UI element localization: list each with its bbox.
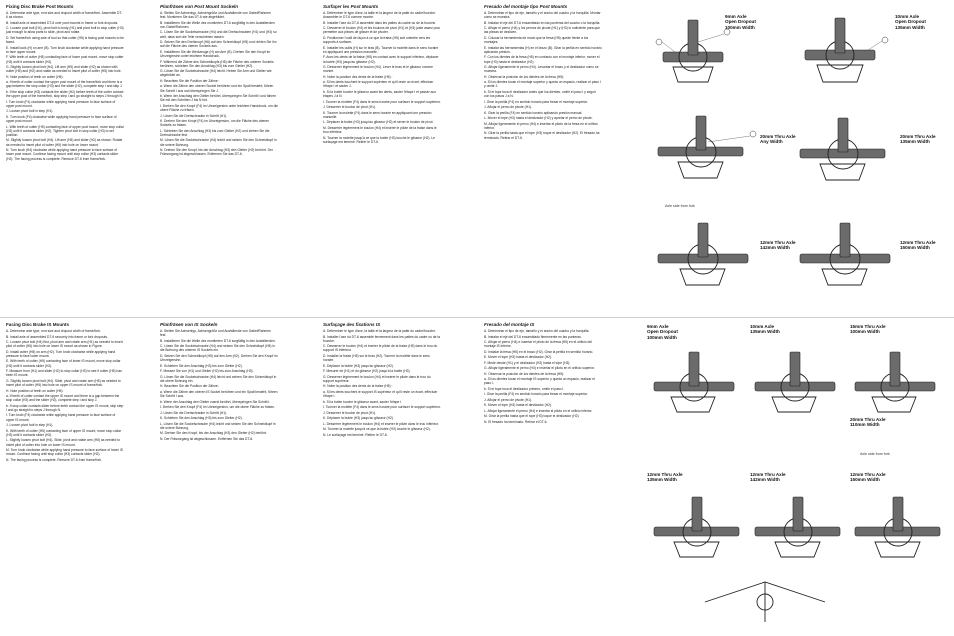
step: G. Desserrer légèrement le boulon (H4). Lever le bras et le glisseur comme montré. xyxy=(323,65,433,74)
step: B. Install axle of assembled DT-6 securely into frame or fork dropouts. xyxy=(6,334,108,339)
step: M. Aflojar ligeramente el perno (H4) e insertar el piloto de la fresa en el orificio inferior. xyxy=(484,121,598,130)
step: B. Installer l'axe du DT-6 assemblé fermement dans les pattes du cadre ou de la fourche. xyxy=(323,334,440,343)
step: L. Aflojar ligeramente el perno (H4) e insertar el piloto en el orificio inferior. xyxy=(484,408,593,413)
step: J. Aflojar el perno de pivote (H1). xyxy=(484,105,533,110)
step: K. Turn knob (F4) clockwise while applying hand pressure to face surface of upper post mount. xyxy=(6,114,117,124)
step: E. Mover el tope (H3) hasta el deslizador (H2). xyxy=(484,355,552,360)
step: I. Tourner la molette (F4) dans le sens horaire pour surfacer le support supérieur. xyxy=(323,99,441,104)
step: A. Determine axle type, end size and dropout width of frame/fork. Assemble DT-6 as shown. xyxy=(6,11,123,20)
step: J. Lösen Sie die Drehschraube in Schritt (H1). xyxy=(160,113,228,118)
is-mount-section xyxy=(0,318,954,636)
step: A. Stellen Sie Achsentyp, Achsengröße und Ausfallende von Gabel/Rahmen fest. xyxy=(160,329,271,338)
step: N. El fresado ha terminado. Retirar el DT-6. xyxy=(484,419,548,424)
figure-label: 10mm Axle Open Dropout 135mm Width xyxy=(895,14,926,30)
tool-illustration xyxy=(654,497,739,557)
step: A. Stellen Sie Achsentyp, Achsengröße und Ausfallende von Gabel/Rahmen fest. Montieren Sie das DT-6 wie abgebildet. xyxy=(160,11,271,20)
tool-illustration xyxy=(658,116,756,178)
step: A. Determinar el tipo de eje, tamaño y el ancho del cuadro y la horquilla. xyxy=(484,329,590,333)
step: A. Determinar el tipo de eje, tamaño y el ancho del cuadro y la horquilla. Montar como se muestra. xyxy=(484,11,601,20)
step: F. With teeth of cutter (H5) contacting face of lower post mount, move stop cutter (H3) until it contacts slider (H2). xyxy=(6,55,124,64)
tool-illustration xyxy=(658,223,748,285)
step: H. Beachten Sie die Position der Zähne: xyxy=(160,78,219,83)
step: C. Loosen pivot bolt (H4) first, pivot arm and rotate arm (H1) as needed to insert pilot of cutter (H5) into hole on lower IS mount as shown in Figure. xyxy=(6,340,123,349)
step: G. Lösen Sie die Sockelschraube (H4) leicht und setzen Sie den Schneidkopf in die obere Bohrung ein. xyxy=(160,374,277,383)
step: E. Déplacer la butée (H3) jusqu'au glisseur (H2). xyxy=(323,363,394,368)
tool-illustration xyxy=(755,352,835,412)
step: I. Drehen Sie den Knopf (F4) im Uhrzeigersinn unter leichtem Handdruck, um die obere Fläche zu fräsen. xyxy=(160,103,278,113)
step: J. Desserrer le boulon de pivot (H1). xyxy=(323,410,376,415)
step: M. Drehen Sie den Knopf, bis der Anschlag (H3) den Gleiter (H2) berührt. xyxy=(160,431,268,436)
step: I. Girar la perilla (F4) en sentido horario para fresar el montaje superior. xyxy=(484,99,589,104)
tool-illustration xyxy=(805,18,888,82)
step: H. Note position of teeth on cutter (H5): xyxy=(6,388,64,393)
step: K. Déplacer la butée (H3) jusqu'au glisseur (H2). xyxy=(323,416,394,421)
axle-configuration-figures xyxy=(645,4,950,314)
step: N. Girar la perilla hasta que el tope (H3) toque el deslizador (H2). El fresado ha terminado. Retirar el DT-6. xyxy=(484,131,600,140)
step: a. Si los dientes tocan el montaje IS superior y queda un espacio, realizar el paso I. xyxy=(484,377,595,386)
figure-note: Axle side from fork xyxy=(665,204,695,208)
step: C. Aflojar el perno (H4) e insertar el piloto de la fresa (H5) en el orificio del montaje IS inferior. xyxy=(484,340,592,349)
step-list xyxy=(160,11,278,157)
step: F. Mesurer de (H1) et du glisseur (H2) jusqu'à la butée (H3). xyxy=(323,369,411,374)
step: L. With teeth of cutter (H5) contacting face of upper post mount, move stop collar (H3) until it contacts slider (H2). Tighten pivot bolt in stop collar (H3) to set position. xyxy=(6,124,124,137)
step: K. With teeth of cutter (H5) contacting face of upper IS mount, move stop collar (H3) until it contacts slider (H2). xyxy=(6,428,122,437)
section-title: Surfaçer les Post Mounts xyxy=(323,4,379,9)
step: C. Lösen Sie die Sockelschraube (H4) und setzen Sie den Schneidkopf (H5) in die Bohrung des unteren IS Sockels ein. xyxy=(160,344,275,353)
step: J. Loosen pivot bolt in step (H1). xyxy=(6,109,54,114)
instructions-german xyxy=(160,4,278,312)
step-list xyxy=(484,11,602,140)
figure-label: 9mm Axle Open Dropout 100mm Width xyxy=(725,14,756,30)
step: B. Installer l'axe du DT-6 assemblé dans les pattes du cadre ou de la fourche. xyxy=(323,20,437,25)
step: F. Con los dientes de la fresa (H5) en contacto con el montaje inferior, mover el tope (H3) hasta el deslizador (H2). xyxy=(484,55,600,64)
step-list xyxy=(6,329,124,462)
figure-note: Axle side from fork xyxy=(860,452,890,456)
step: K. Mover el tope (H3) hasta el deslizador (H2). xyxy=(484,403,552,408)
instructions-english xyxy=(6,4,124,312)
step: K. Drehen Sie den Knopf (F4) im Uhrzeigersinn, um die Fläche des oberen Sockels zu fräsen. xyxy=(160,119,270,128)
step: L. Lösen Sie die Sockelschraube (H4) leicht und setzen Sie den Schneidkopf in die untere Bohrung. xyxy=(160,421,276,430)
step: N. The facing process is complete. Remove DT-6 from frame/fork. xyxy=(6,457,102,462)
step: G. Slightly loosen pivot bolt (H4). Lift arm (H5) and slider (H2) as shown with cutter (H5) and (H2) and rotate as needed to insert pilot of cutter (H5) into hole. xyxy=(6,65,122,74)
frame-dropout-illustration xyxy=(705,582,825,622)
instructions-french xyxy=(323,4,441,312)
step: B. Instalar el eje del DT-6 ensamblado firmemente en las punteras. xyxy=(484,334,582,339)
step: G. Aflojar ligeramente el perno (H4) e insertar el piloto en el orificio superior. xyxy=(484,366,595,371)
step: H. Noter la position des dents de la fraise (H5) : xyxy=(323,74,393,79)
step: a. If teeth of cutter contact the upper IS mount and there is a gap between the stop collar (H3) and the slider (H2), complete step I and skip J. xyxy=(6,394,120,403)
step: D. Setzen Sie den Schneidkopf (H5) auf den Arm (H2). Drehen Sie den Knopf im Uhrzeigersinn. xyxy=(160,353,278,363)
step: N. Tourner la molette jusqu'à ce que la butée (H3) touche le glisseur (H2). Le surfaçage est terminé. Retirer le DT-6. xyxy=(323,135,435,144)
step: b. If stop collar contacts slider before teeth contact the upper IS mount, skip step I and go straight to steps J through N. xyxy=(6,403,124,412)
section-title: Fresado del montaje IS xyxy=(484,322,535,327)
step: a. Wenn die Zähne den oberen IS Sockel berühren und ein Spalt besteht, führen Sie Schritt I aus. xyxy=(160,389,278,399)
step: F. Messen Sie von (H1) und Gleiter (H2) bis zum Anschlag (H3). xyxy=(160,369,254,374)
step-list xyxy=(484,329,602,424)
dt6-tool-illustrations xyxy=(645,4,950,314)
step: E. Install tools (H) on arm (B). Turn knob clockwise while applying hand pressure to face upper mount. xyxy=(6,45,124,54)
step: F. Medir desde (H1) y el deslizador (H2) hasta el tope (H3). xyxy=(484,360,571,365)
step: M. Turn knob clockwise while applying hand pressure to face surface of lower IS mount. Continue facing until stop collar (H3) contacts slider (H2). xyxy=(6,448,123,457)
instructions-spanish xyxy=(484,4,602,312)
figure-label: 12mm Thru Axle 135mm Width xyxy=(647,472,683,483)
section-title: Facing Disc Brake IS Mounts xyxy=(6,322,70,327)
step: K. Tourner la molette (F4) dans le sens horaire en appliquant une pression manuelle. xyxy=(323,110,432,119)
step: C. Desserrer le boulon (H4) et les boulons de pivot (H1) et (H3) juste assez pour permettre aux pièces de glisser et de pivoter. xyxy=(323,26,441,35)
step: G. Aflojar ligeramente el perno (H4). Levantar el brazo y el deslizador como se muestra. xyxy=(484,65,599,74)
section-title: Fixing Disc Brake Post Mounts xyxy=(6,4,74,9)
instructions-english xyxy=(6,322,124,630)
section-title: Planfräsen von Post Mount Sockeln xyxy=(160,4,239,9)
step: C. Desserrer le boulon (H4) et insérer le pilote de la fraise (H5) dans le trou du support IS inférieur. xyxy=(323,344,438,353)
step: L. Desserrer légèrement le boulon (H4) et insérer le pilote dans le trou inférieur. xyxy=(323,421,439,426)
step: G. Lösen Sie die Sockelschraube (H4) leicht. Heben Sie Arm und Gleiter wie abgebildet an. xyxy=(160,69,272,78)
step: b. Si el tope toca el deslizador primero, omitir el paso I. xyxy=(484,386,565,391)
step: H. Noter la position des dents de la fraise (H5) : xyxy=(323,384,393,389)
figure-label: 12mm Thru Axle 142mm Width xyxy=(760,240,796,251)
step: E. Schieben Sie den Anschlag (H3) bis zum Gleiter (H2). xyxy=(160,363,243,368)
step: J. Desserrer le boulon de pivot (H1). xyxy=(323,105,376,110)
figure-label: 9mm Axle Open Dropout 100mm Width xyxy=(647,324,678,340)
step: B. Instalar el eje del DT-6 ensamblado en las punteras del cuadro o la horquilla. xyxy=(484,20,601,25)
step: b. Si la butée touche le glisseur avant les dents, sauter l'étape I et passer aux étapes J à N. xyxy=(323,89,436,99)
step: D. Set frame/fork using axle of tool so that cutter (H5) is facing post mounts to be faced. xyxy=(6,35,124,45)
tool-illustration xyxy=(800,118,885,180)
step-list xyxy=(323,11,441,144)
step: C. Aflojar el perno (H4) y los pernos de pivote (H1) y (H3) lo suficiente para que las piezas se deslicen. xyxy=(484,26,600,35)
step: H. Note position of teeth on cutter (H5): xyxy=(6,74,64,79)
step-list xyxy=(6,11,124,161)
step: a. Si les dents touchent le support IS supérieur et qu'il reste un écart, effectuer l'étape I. xyxy=(323,389,438,399)
step: B. Installieren Sie die Welle des montierten DT-6 sorgfältig in den Ausfallenden. xyxy=(160,338,276,343)
figure-label: 15mm Thru Axle 100mm Width xyxy=(850,324,886,335)
step: K. Girar la perilla (F4) en sentido horario aplicando presión manual. xyxy=(484,110,583,115)
step: a. Si los dientes tocan el montaje superior y queda un espacio, realizar el paso I y omitir J. xyxy=(484,80,601,89)
step: M. Desserrer légèrement le boulon (H4) et insérer le pilote de la fraise dans le trou inférieur. xyxy=(323,125,437,135)
step: K. Schieben Sie den Anschlag (H3) bis zum Gleiter (H2). xyxy=(160,416,243,421)
instructions-french xyxy=(323,322,441,630)
step: C. Lösen Sie die Sockelschraube (H4) und die Drehschrauben (H1) und (H3) so weit, dass sich die Teile verschieben lassen. xyxy=(160,30,277,39)
step: A. Determine axle type, end size and dropout width of frame/fork. xyxy=(6,329,101,333)
tool-illustration xyxy=(656,20,730,82)
step: a. Si les dents touchent le support supérieur et qu'il reste un écart, effectuer l'étape I et sauter J. xyxy=(323,80,434,89)
step: b. Wenn der Anschlag den Gleiter zuerst berührt, überspringen Sie Schritt I. xyxy=(160,399,271,404)
step: D. Colocar la herramienta de modo que la fresa (H5) quede frente a los montajes. xyxy=(484,35,589,45)
step: F. Avec les dents de la fraise (H5) en contact avec le support inférieur, déplacer la butée (H3) jusqu'au glisseur (H2). xyxy=(323,55,439,64)
step: E. With teeth of cutter (H5) contacting face of lower IS mount, move stop collar (H3) until it contacts slider (H2). xyxy=(6,359,121,368)
step: B. Install axle of assembled DT-6 over post mounts in frame or fork dropouts. xyxy=(6,20,119,25)
step: N. Le surfaçage est terminé. Retirer le DT-6. xyxy=(323,432,388,437)
section-title: Fresado del montaje tipo Post Mounts xyxy=(484,4,568,9)
step: L. Schieben Sie den Anschlag (H3) bis zum Gleiter (H2) und ziehen Sie die Drehschraube fest. xyxy=(160,128,270,137)
step: D. Positionner l'outil de façon à ce que la fraise (H5) soit orientée vers les supports à surfacer. xyxy=(323,35,431,45)
figure-label: 12mm Thru Axle 142mm Width xyxy=(750,472,786,483)
step: H. Beachten Sie die Position der Zähne: xyxy=(160,384,219,389)
tool-illustration xyxy=(800,223,890,285)
axle-configuration-figures xyxy=(645,322,950,632)
step: L. Déplacer la butée (H3) jusqu'au glisseur (H2) et serrer le boulon de pivot. xyxy=(323,120,434,125)
figure-label: 10mm Axle 135mm Width xyxy=(750,324,780,335)
step: F. Während die Zähne des Schneidkopfs (H5) die Fläche des unteren Sockels berühren, schieben Sie den Anschlag (H3) bis zum Gleiter (H2). xyxy=(160,59,274,68)
step: D. Setzen Sie den Drehknopf (H6) auf den Schneidkopf (H5) und richten Sie ihn auf die Fläche des oberen Sockels aus. xyxy=(160,40,277,49)
step-list xyxy=(160,329,278,441)
step: J. Loosen pivot bolt in step (H1). xyxy=(6,423,54,428)
step: L. Slightly loosen pivot bolt (H4). Slide, pivot and rotate arm (H5) as needed to insert pilot of cutter into hole on lower IS mount. xyxy=(6,438,120,447)
tool-illustration xyxy=(755,497,840,557)
step: M. Lösen Sie die Sockelschraube (H4) leicht und setzen Sie den Schneidkopf in die untere Bohrung. xyxy=(160,138,277,147)
step: A. Déterminer le type d'axe, la taille et la largeur de la patte du cadre/fourche. xyxy=(323,329,436,333)
step: I. Girar la perilla (F4) en sentido horario para fresar el montaje superior. xyxy=(484,392,589,397)
step: b. Si el tope toca el deslizador antes que los dientes, omitir el paso I y seguir con los pasos J a N. xyxy=(484,89,596,99)
tool-illustration xyxy=(855,352,935,412)
tool-illustration xyxy=(654,352,734,412)
step: A. Déterminer le type d'axe, la taille et la largeur de la patte du cadre/fourche. Assembler le DT-6 comme montré. xyxy=(323,11,436,20)
step: B. Installieren Sie die Welle des montierten DT-6 sorgfältig in den Ausfallenden von Gabel/Rahmen. xyxy=(160,20,275,29)
instructions-spanish xyxy=(484,322,602,630)
section-title: Planfräsen von IS Sockeln xyxy=(160,322,218,327)
figure-label: 20mm Thru Axle 110mm Width xyxy=(850,417,886,428)
step: I. Turn knob (F4) clockwise while applying hand pressure to face surface of upper IS mount. xyxy=(6,413,116,422)
step: D. Installer la fraise (H5) sur le bras (H2). Tourner la molette dans le sens horaire. xyxy=(323,353,430,363)
step-list xyxy=(323,329,441,437)
step: G. Slightly loosen pivot bolt (H4). Slide, pivot and rotate arm (H5) as needed to insert pilot of cutter (H5) into hole on upper IS mount of frame/fork. xyxy=(6,378,121,388)
step: b. Si la butée touche le glisseur avant, sauter l'étape I. xyxy=(323,399,403,404)
step: b. If the stop collar (H3) contacts the slider (H2) before teeth of the cutter contact the upper post of the frame/fork, skip step I and go straight to steps J through N. xyxy=(6,89,124,99)
step: I. Drehen Sie den Knopf (F4) im Uhrzeigersinn, um die obere Fläche zu fräsen. xyxy=(160,405,276,410)
step: H. Observar la posición de los dientes de la fresa (H5): xyxy=(484,371,565,376)
step: a. If teeth of cutter contact the upper post mount of the frame/fork and there is a gap between the stop collar (H3) and the slider (H2), complete step I and skip J. xyxy=(6,80,123,89)
step: F. Measure from (H1) and slider (H2) to stop collar (H3) to see if cutter (H5) has been IS mount. xyxy=(6,369,122,378)
step: I. Tourner la molette (F4) dans le sens horaire pour surfacer le support supérieur. xyxy=(323,405,441,410)
figure-label: 12mm Thru Axle 150mm Width xyxy=(850,472,886,483)
step: J. Lösen Sie die Drehschraube in Schritt (H1). xyxy=(160,410,228,415)
step: N. Der Fräsvorgang ist abgeschlossen. Entfernen Sie das DT-6. xyxy=(160,436,254,441)
step: G. Desserrer légèrement le boulon (H4) et insérer le pilote dans le trou du support supérieur. xyxy=(323,374,431,383)
figure-label: 20mm Thru Axle Any Width xyxy=(760,134,796,145)
step: D. Instalar la fresa (H5) en el brazo (H2). Girar la perilla en sentido horario. xyxy=(484,349,594,354)
step: C. Loosen post bolt (H4), pivot bolt to body (H1) and pivot bolt to stop cutter (H3) just enough to allow parts to slide, pivot and rotate. xyxy=(6,26,124,35)
instructions-german xyxy=(160,322,278,630)
step: E. Installieren Sie die Werkzeuge (H) am Arm (B). Drehen Sie den Knopf im Uhrzeigersinn unter leichtem Handdruck. xyxy=(160,49,271,59)
tool-illustration xyxy=(855,497,940,557)
step: H. Observar la posición de los dientes de la fresa (H5): xyxy=(484,74,565,79)
step: D. Install cutter (H5) on arm (H2). Turn knob clockwise while applying hand pressure to face lower mount. xyxy=(6,349,116,358)
step: M. Girar la perilla hasta que el tope (H3) toque el deslizador (H2). xyxy=(484,414,580,419)
step: E. Installer les outils (H) sur le bras (B). Tourner la molette dans le sens horaire en appliquant une pression manuelle. xyxy=(323,45,439,54)
figure-label: 12mm Thru Axle 150mm Width xyxy=(900,240,936,251)
figure-label: 20mm Thru Axle 135mm Width xyxy=(900,134,936,145)
step: L. Mover el tope (H3) hasta el deslizador (H2) y apretar el perno de pivote. xyxy=(484,116,593,121)
step: b. Wenn der Anschlag den Gleiter berührt, überspringen Sie Schritt I und fahren Sie mit den Schritten J bis N fort. xyxy=(160,94,277,103)
step: E. Instalar las herramientas (H) en el brazo (B). Girar la perilla en sentido horario aplicando presión. xyxy=(484,45,602,54)
step: J. Aflojar el perno de pivote (H1). xyxy=(484,397,533,402)
section-title: Surfaçage des fixations IS xyxy=(323,322,381,327)
step: I. Turn knob (F4) clockwise while applying hand pressure to face surface of upper post mount. xyxy=(6,99,116,108)
step: N. Drehen Sie den Knopf, bis der Anschlag (H3) den Gleiter (H2) berührt. Der Fräsvorgang ist abgeschlossen. Entfernen Sie das DT-6. xyxy=(160,148,273,157)
step: a. Wenn die Zähne den oberen Sockel berühren und ein Spalt besteht, führen Sie Schritt I aus und überspringen Sie J. xyxy=(160,84,274,93)
step: M. Slightly loosen pivot bolt (H4). Lift arm (H5) and slider (H2) as shown. Rotate as needed to insert pilot of cutter (H5) into hole on lower mount. xyxy=(6,138,123,147)
step: M. Tourner la molette jusqu'à ce que la butée (H3) touche le glisseur (H2). xyxy=(323,427,431,432)
dt6-tool-illustrations xyxy=(645,322,950,632)
step: N. Turn knob (H4) clockwise while applying hand pressure to face surface of lower post mount. Continue facing mount until stop collar (H3) contacts slider (H2). The facing process is complete. Remove DT-6 from frame/fork. xyxy=(6,148,119,161)
